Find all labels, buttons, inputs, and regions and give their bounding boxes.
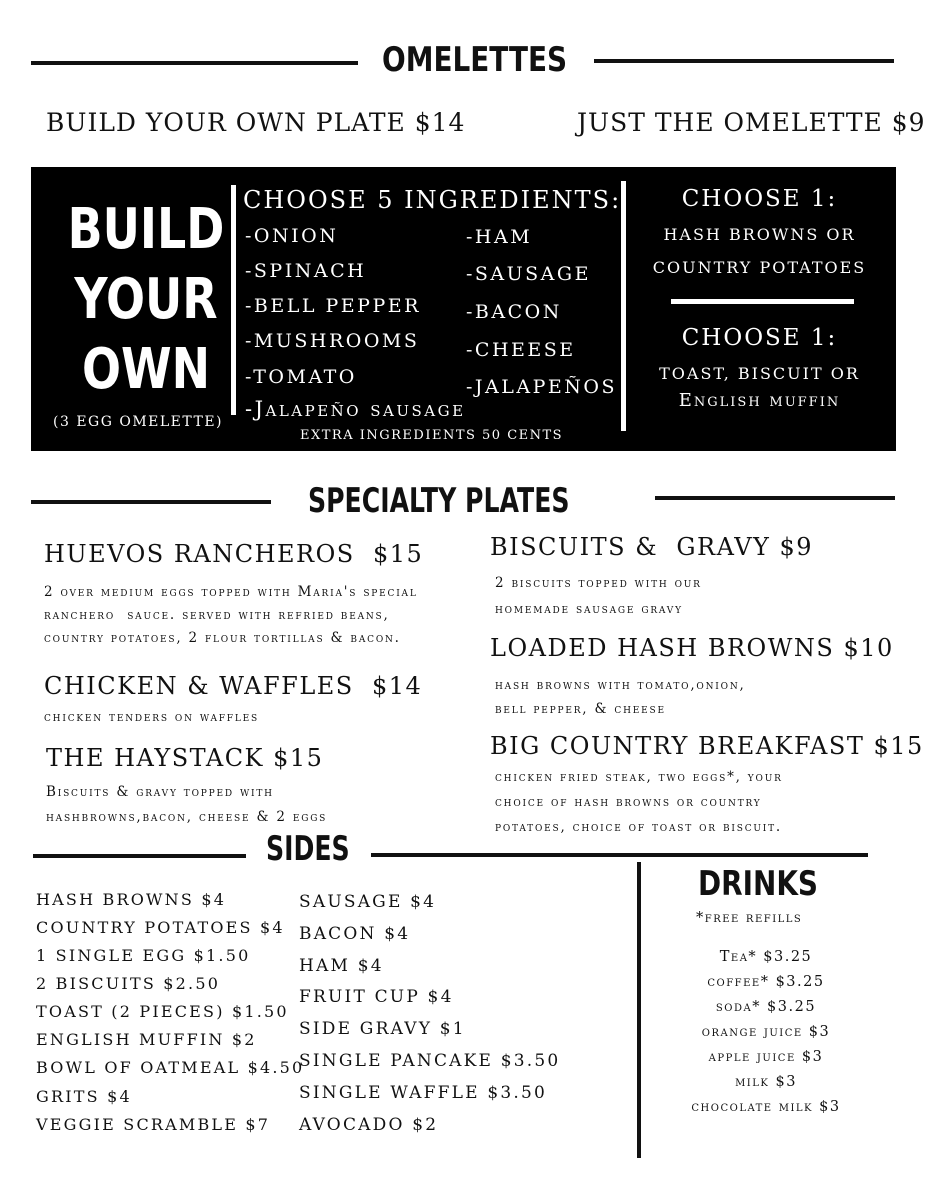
- byo-divider-right: [621, 181, 626, 431]
- choose-1-potatoes-heading: CHOOSE 1:: [681, 186, 838, 212]
- side-left-6: ENGLISH MUFFIN $2: [36, 1030, 257, 1049]
- specialty-plates-heading: SPECIALTY PLATES: [308, 481, 570, 521]
- drink-item-1: Tea* $3.25: [719, 949, 813, 965]
- ingredient-left-3: -BELL PEPPER: [245, 295, 421, 317]
- biscuits-gravy-desc-2: homemade sausage gravy: [495, 601, 683, 617]
- build-your-own-box: [31, 167, 896, 451]
- big-country-title: BIG COUNTRY BREAKFAST $15: [490, 732, 924, 760]
- side-left-2: COUNTRY POTATOES $4: [36, 918, 285, 937]
- loaded-hash-browns-desc-1: hash browns with tomato,onion,: [495, 677, 746, 693]
- side-left-5: TOAST (2 PIECES) $1.50: [36, 1002, 289, 1021]
- big-country-desc-1: chicken fried steak, two eggs*, your: [495, 769, 783, 785]
- side-left-3: 1 SINGLE EGG $1.50: [36, 946, 251, 965]
- huevos-rancheros-desc-1: 2 over medium eggs topped with Maria's special: [44, 584, 418, 600]
- ingredient-right-1: -HAM: [466, 226, 533, 248]
- side-left-7: BOWL OF OATMEAL $4.50: [36, 1058, 305, 1077]
- choose-ingredients-heading: CHOOSE 5 INGREDIENTS:: [243, 186, 622, 214]
- loaded-hash-browns-desc-2: bell pepper, & cheese: [495, 701, 666, 717]
- biscuits-gravy-title: BISCUITS & GRAVY $9: [490, 533, 814, 561]
- haystack-title: THE HAYSTACK $15: [46, 744, 324, 772]
- side-left-1: HASH BROWNS $4: [36, 890, 227, 909]
- bread-option-line-1: TOAST, BISCUIT OR: [659, 364, 860, 383]
- drink-item-5: apple juice $3: [708, 1049, 824, 1065]
- side-right-6: SINGLE PANCAKE $3.50: [299, 1051, 561, 1071]
- extra-ingredients-note: EXTRA INGREDIENTS 50 CENTS: [300, 428, 564, 443]
- byo-title-line-2: YOUR: [74, 267, 218, 332]
- omelettes-right-rule: [594, 59, 894, 63]
- side-right-5: SIDE GRAVY $1: [299, 1019, 466, 1039]
- drinks-refill-note: *free refills: [696, 910, 803, 926]
- drinks-heading: DRINKS: [698, 864, 819, 904]
- side-left-9: VEGGIE SCRAMBLE $7: [36, 1115, 271, 1134]
- side-right-7: SINGLE WAFFLE $3.50: [299, 1083, 547, 1103]
- just-omelette-price: JUST THE OMELETTE $9: [577, 108, 926, 137]
- drink-item-4: orange juice $3: [701, 1024, 831, 1040]
- specialty-left-rule: [31, 500, 271, 504]
- byo-choose-separator: [671, 299, 854, 304]
- ingredient-right-5: -JALAPEÑOS: [466, 376, 617, 398]
- big-country-desc-2: choice of hash browns or country: [495, 794, 762, 810]
- ingredient-left-1: -ONION: [245, 225, 339, 247]
- byo-subtitle: (3 EGG OMELETTE): [53, 414, 224, 430]
- ingredient-left-6: -Jalapeño sausage: [245, 397, 466, 421]
- huevos-rancheros-title: HUEVOS RANCHEROS $15: [44, 540, 424, 568]
- byo-title-line-3: OWN: [81, 337, 211, 402]
- side-right-4: FRUIT CUP $4: [299, 987, 454, 1007]
- ingredient-left-5: -TOMATO: [245, 366, 357, 388]
- ingredient-right-3: -BACON: [466, 301, 562, 323]
- haystack-desc-1: Biscuits & gravy topped with: [46, 784, 274, 800]
- ingredient-left-4: -MUSHROOMS: [245, 330, 420, 352]
- side-left-4: 2 BISCUITS $2.50: [36, 974, 221, 993]
- omelettes-left-rule: [31, 61, 358, 65]
- specialty-right-rule: [655, 496, 895, 500]
- potatoes-option-line-2: COUNTRY POTATOES: [652, 258, 867, 277]
- chicken-waffles-desc: chicken tenders on waffles: [44, 709, 259, 725]
- sides-heading: SIDES: [266, 829, 350, 869]
- byo-title-line-1: BUILD: [67, 197, 225, 262]
- potatoes-option-line-1: HASH BROWNS OR: [663, 225, 856, 244]
- bread-option-line-2: English muffin: [678, 390, 841, 411]
- big-country-desc-3: potatoes, choice of toast or biscuit.: [495, 819, 783, 835]
- side-right-8: AVOCADO $2: [299, 1115, 439, 1135]
- ingredient-left-2: -SPINACH: [245, 260, 367, 282]
- ingredient-right-2: -SAUSAGE: [466, 263, 591, 285]
- ingredient-right-4: -CHEESE: [466, 339, 576, 361]
- side-right-2: BACON $4: [299, 924, 411, 944]
- haystack-desc-2: hashbrowns,bacon, cheese & 2 eggs: [46, 809, 328, 825]
- build-own-plate-price: BUILD YOUR OWN PLATE $14: [46, 108, 466, 137]
- drink-item-6: milk $3: [735, 1074, 797, 1090]
- choose-1-bread-heading: CHOOSE 1:: [681, 325, 838, 351]
- omelettes-heading: OMELETTES: [382, 40, 568, 80]
- sides-right-rule: [371, 853, 868, 857]
- biscuits-gravy-desc-1: 2 biscuits topped with our: [495, 575, 702, 591]
- byo-divider-left: [231, 185, 236, 415]
- drink-item-2: coffee* $3.25: [707, 974, 825, 990]
- side-right-1: SAUSAGE $4: [299, 892, 437, 912]
- side-right-3: HAM $4: [299, 956, 384, 976]
- loaded-hash-browns-title: LOADED HASH BROWNS $10: [490, 634, 894, 662]
- drink-item-3: soda* $3.25: [715, 999, 817, 1015]
- chicken-waffles-title: CHICKEN & WAFFLES $14: [44, 672, 423, 700]
- drink-item-7: chocolate milk $3: [691, 1099, 841, 1115]
- huevos-rancheros-desc-3: country potatoes, 2 flour tortillas & bacon.: [44, 630, 401, 646]
- sides-left-rule: [33, 854, 246, 858]
- huevos-rancheros-desc-2: ranchero sauce. served with refried beans,: [44, 607, 390, 623]
- side-left-8: GRITS $4: [36, 1087, 132, 1106]
